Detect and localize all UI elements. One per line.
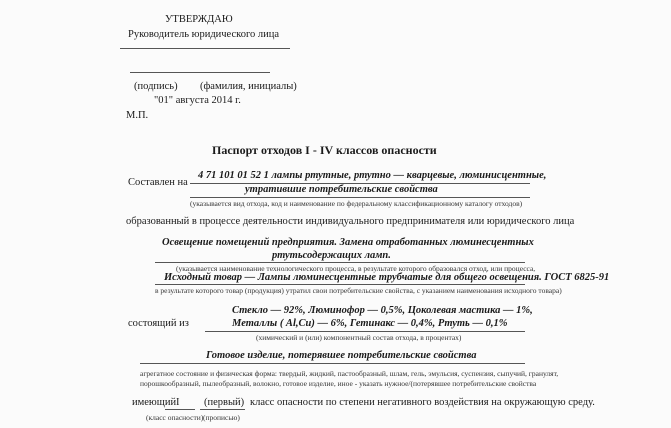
state-hint-2: порошкообразный, пылеобразный, волокно, готовое изделие, иное - указать нужное/(потерявшее потребительские свойства: [140, 379, 537, 388]
process-hint: (указывается наименование технологического процесса, в результате которого образовался отход, или процесса,: [176, 264, 536, 273]
hazard-class-number: I: [176, 397, 180, 408]
process-line-2: ртутьсодержащих ламп.: [272, 250, 391, 261]
waste-code-line: 4 71 101 01 52 1 лампы ртутные, ртутно — кварцевые, люминисцентные,: [198, 170, 547, 181]
approve-heading: УТВЕРЖДАЮ: [165, 14, 233, 25]
signature-label: (подпись): [134, 81, 178, 92]
hazard-label: имеющий: [132, 397, 177, 408]
waste-hint: (указывается вид отхода, код и наименование по федеральному классификационному каталогу отходов): [190, 199, 523, 208]
waste-name-line: утратившие потребительские свойства: [245, 184, 438, 195]
seal-label: М.П.: [126, 110, 149, 121]
hazard-word-line: [200, 409, 245, 410]
aggregate-state: Готовое изделие, потерявшее потребительские свойства: [206, 350, 477, 361]
hazard-hint-1: (класс опасности): [146, 413, 204, 422]
composition-label: состоящий из: [128, 318, 189, 329]
hazard-hint-2: (прописью): [203, 413, 240, 422]
formed-text: образованный в процессе деятельности индивидуального предпринимателя или юридического лица: [126, 216, 575, 227]
process-line-1: Освещение помещений предприятия. Замена отработанных люминесцентных: [162, 237, 534, 248]
hazard-text: класс опасности по степени негативного воздействия на окружающую среду.: [250, 397, 595, 408]
composition-hint: (химический и (или) компонентный состав отхода, в процентах): [256, 333, 462, 342]
approval-date: "01" августа 2014 г.: [154, 95, 241, 106]
approver-line: [120, 48, 290, 49]
product-hint: в результате которого товар (продукция) утратил свои потребительские свойства, с указанием наименования исходного товара): [155, 286, 562, 295]
hazard-class-word: (первый): [204, 397, 245, 408]
product-line: [155, 284, 525, 285]
approver-position: Руководитель юридического лица: [128, 29, 280, 40]
name-label: (фамилия, инициалы): [200, 81, 297, 92]
state-line: [140, 363, 525, 364]
composition-line-1: Стекло — 92%, Люминофор — 0,5%, Цоколевая мастика — 1%,: [232, 305, 533, 316]
document-title: Паспорт отходов I - IV классов опасности: [212, 143, 437, 157]
process-line: [155, 262, 525, 263]
composition-line: [205, 331, 525, 332]
signature-line: [130, 72, 270, 73]
compiled-label: Составлен на: [128, 177, 188, 188]
composition-line-2: Металлы ( Al,Cu) — 6%, Гетинакс — 0,4%, Ртуть — 0,1%: [232, 318, 508, 329]
source-product: Исходный товар — Лампы люминесцентные трубчатые для общего освещения. ГОСТ 6825-91: [164, 272, 610, 283]
waste-line-2: [190, 197, 530, 198]
hazard-number-line: [165, 409, 195, 410]
state-hint-1: агрегатное состояние и физическая форма: твердый, жидкий, пастообразный, шлам, гель, эмульсия, суспензия, сыпучий, гранулят,: [140, 369, 559, 378]
